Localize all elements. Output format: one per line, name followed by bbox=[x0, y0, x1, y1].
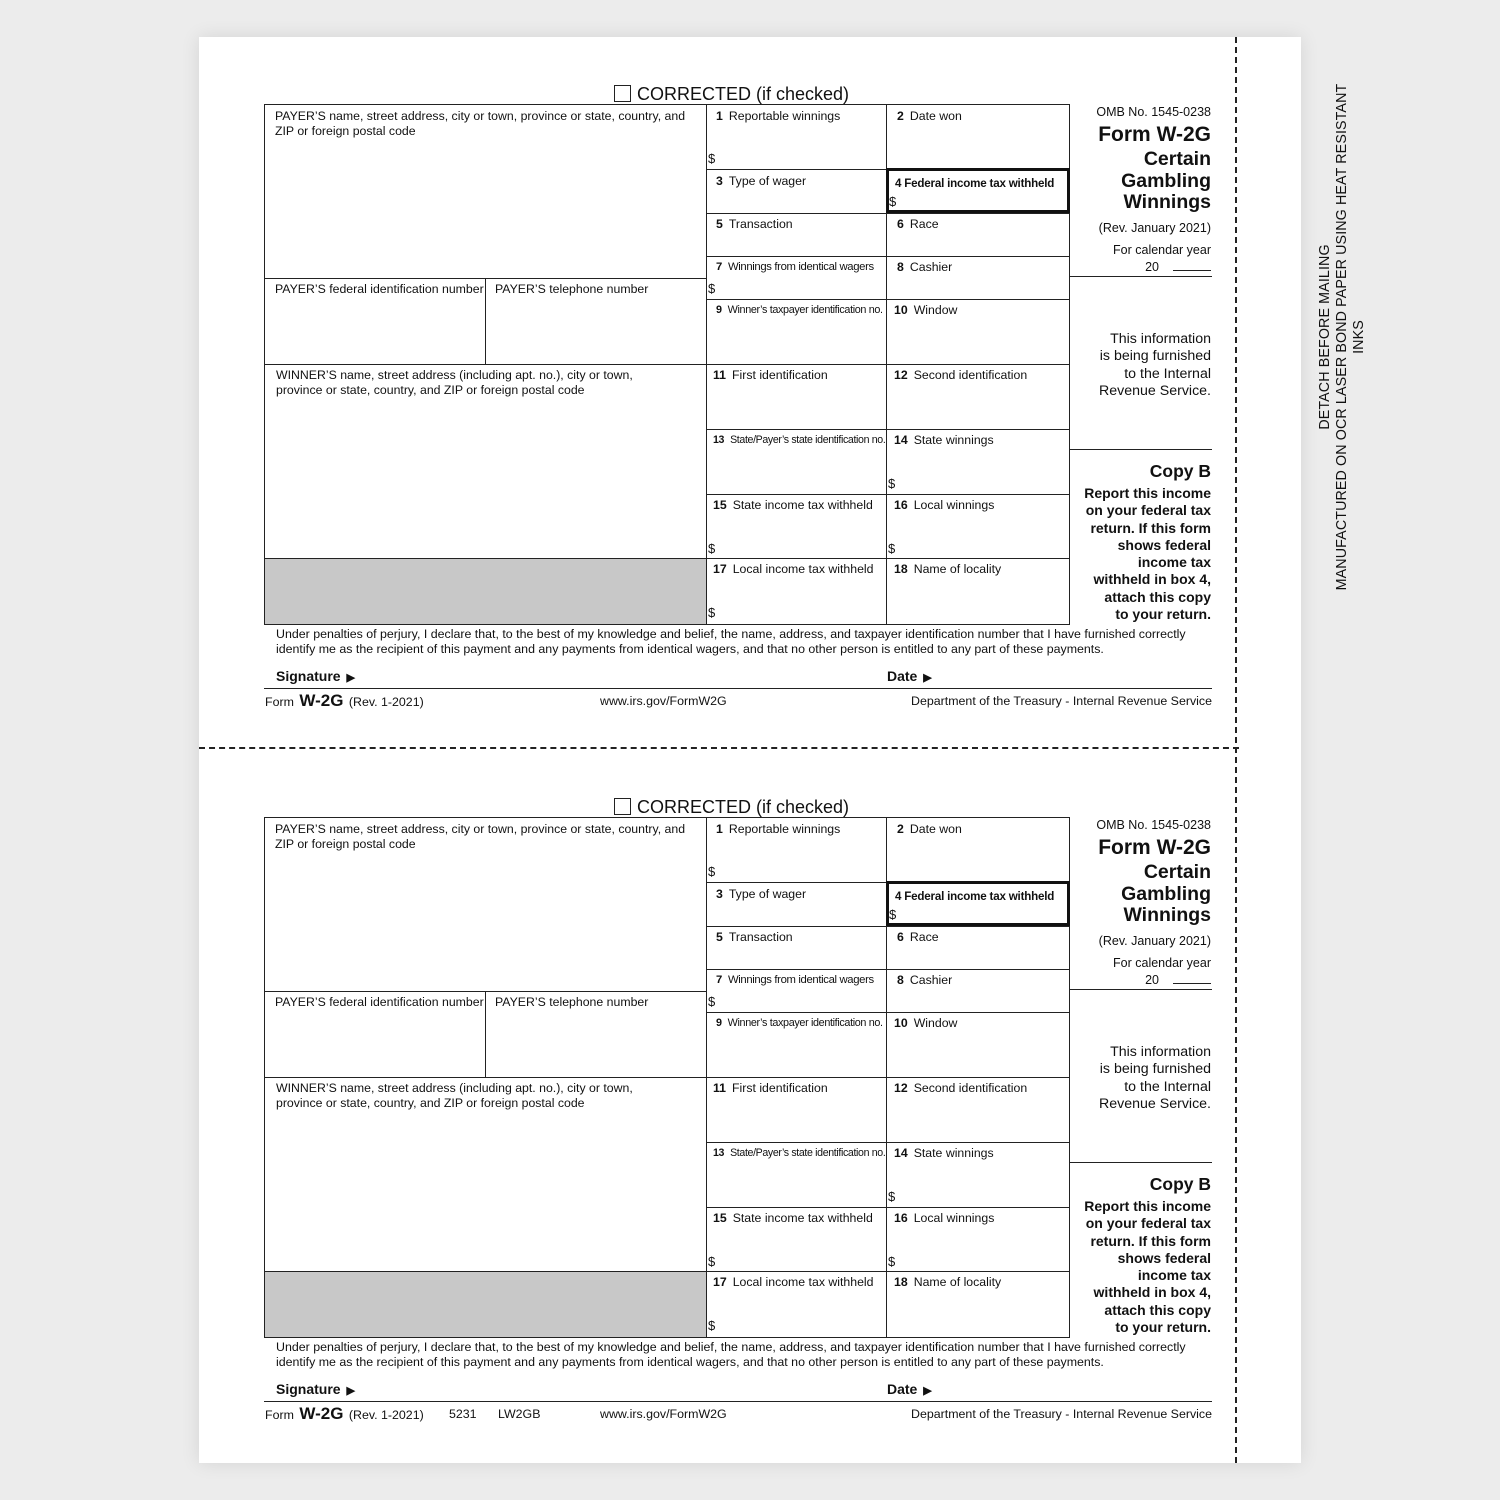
box-1-dollar: $ bbox=[708, 151, 716, 166]
box-17-label: 17 Local income tax withheld bbox=[713, 562, 874, 576]
box-17-dollar: $ bbox=[708, 1318, 716, 1333]
form-revision: (Rev. January 2021) bbox=[1098, 934, 1211, 948]
form-title: Certain Gambling Winnings bbox=[1121, 148, 1211, 214]
box-8-label: 8 Cashier bbox=[897, 973, 953, 987]
signature-field[interactable]: Signature ▶ bbox=[276, 1381, 355, 1397]
box-17-label: 17 Local income tax withheld bbox=[713, 1275, 874, 1289]
box-9-label: 9 Winner’s taxpayer identification no. bbox=[716, 1017, 883, 1029]
box-7-dollar: $ bbox=[708, 994, 716, 1009]
box-2-label: 2 Date won bbox=[897, 109, 962, 123]
omb-number: OMB No. 1545-0238 bbox=[1096, 105, 1211, 119]
form-grid bbox=[264, 817, 1070, 1338]
payer-name-label: PAYER’S name, street address, city or town, province or state, country, and ZIP or foreign postal code bbox=[275, 822, 686, 851]
box-13-label: 13 State/Payer’s state identification no. bbox=[713, 1147, 886, 1159]
date-field[interactable]: Date ▶ bbox=[887, 668, 932, 684]
payer-phone-label: PAYER’S telephone number bbox=[495, 282, 649, 296]
box-15-dollar: $ bbox=[708, 1254, 716, 1269]
box-15-label: 15 State income tax withheld bbox=[713, 498, 873, 512]
box-18-label: 18 Name of locality bbox=[894, 562, 1002, 576]
box-16-dollar: $ bbox=[888, 541, 896, 556]
date-field[interactable]: Date ▶ bbox=[887, 1381, 932, 1397]
box-4-federal-tax-withheld[interactable] bbox=[886, 168, 1070, 213]
box-17-dollar: $ bbox=[708, 605, 716, 620]
form-revision: (Rev. January 2021) bbox=[1098, 221, 1211, 235]
perforation-horizontal bbox=[199, 747, 1239, 749]
box-1-label: 1 Reportable winnings bbox=[716, 822, 841, 836]
box-14-label: 14 State winnings bbox=[894, 1146, 994, 1160]
corrected-checkbox[interactable] bbox=[614, 798, 631, 815]
footer-code-1: 5231 bbox=[449, 1407, 477, 1421]
box-4-label: 4 Federal income tax withheld bbox=[895, 177, 1055, 190]
perjury-statement: Under penalties of perjury, I declare that, to the best of my knowledge and belief, the name, address, and taxpayer identification number that I have furnished correctly identify me as the recipient of this payment and any payments from identical wagers, and that no other person is entitled to any part of these payments. bbox=[276, 627, 1186, 656]
info-notice: This information is being furnished to the Internal Revenue Service. bbox=[1099, 1044, 1211, 1112]
corrected-checkbox-row bbox=[614, 797, 849, 817]
form-sheet bbox=[199, 37, 1367, 1463]
box-2-label: 2 Date won bbox=[897, 822, 962, 836]
winner-name-label: WINNER’S name, street address (including apt. no.), city or town, province or state, country, and ZIP or foreign postal code bbox=[276, 368, 633, 397]
box-18-label: 18 Name of locality bbox=[894, 1275, 1002, 1289]
corrected-label: CORRECTED (if checked) bbox=[637, 797, 850, 817]
box-11-label: 11 First identification bbox=[713, 368, 828, 382]
box-16-label: 16 Local winnings bbox=[894, 498, 995, 512]
calendar-year: For calendar year 20 bbox=[1113, 956, 1211, 987]
payer-fein-label: PAYER’S federal identification number bbox=[275, 995, 484, 1009]
box-7-label: 7 Winnings from identical wagers bbox=[716, 974, 874, 986]
copy-instructions: Report this income on your federal tax return. If this form shows federal income tax withheld in box 4, attach this copy to your return. bbox=[1084, 485, 1211, 623]
calendar-year-field[interactable] bbox=[1173, 259, 1211, 271]
box-10-label: 10 Window bbox=[894, 303, 958, 317]
box-15-dollar: $ bbox=[708, 541, 716, 556]
box-3-label: 3 Type of wager bbox=[716, 174, 807, 188]
box-13-label: 13 State/Payer’s state identification no. bbox=[713, 434, 886, 446]
box-4-dollar: $ bbox=[889, 194, 897, 209]
payer-phone-label: PAYER’S telephone number bbox=[495, 995, 649, 1009]
copy-instructions: Report this income on your federal tax return. If this form shows federal income tax withheld in box 4, attach this copy to your return. bbox=[1084, 1198, 1211, 1336]
form-copy-top bbox=[199, 85, 1301, 785]
footer-form-id: Form W-2G (Rev. 1-2021) bbox=[265, 1404, 424, 1423]
perforation-vertical bbox=[1235, 37, 1237, 1463]
side-mailing-notice: DETACH BEFORE MAILING MANUFACTURED ON OCR LASER BOND PAPER USING HEAT RESISTANT INKS bbox=[1317, 83, 1367, 591]
box-12-label: 12 Second identification bbox=[894, 368, 1028, 382]
shaded-area bbox=[265, 1272, 706, 1337]
corrected-checkbox[interactable] bbox=[614, 85, 631, 102]
copy-label: Copy B bbox=[1149, 461, 1211, 481]
box-14-label: 14 State winnings bbox=[894, 433, 994, 447]
footer-url: www.irs.gov/FormW2G bbox=[600, 694, 727, 708]
footer-url: www.irs.gov/FormW2G bbox=[600, 1407, 727, 1421]
copy-label: Copy B bbox=[1149, 1174, 1211, 1194]
footer-department: Department of the Treasury - Internal Revenue Service bbox=[911, 1407, 1212, 1421]
form-copy-bottom bbox=[199, 798, 1301, 1498]
form-title: Certain Gambling Winnings bbox=[1121, 861, 1211, 927]
corrected-label: CORRECTED (if checked) bbox=[637, 84, 850, 104]
box-16-label: 16 Local winnings bbox=[894, 1211, 995, 1225]
box-1-dollar: $ bbox=[708, 864, 716, 879]
payer-name-label: PAYER’S name, street address, city or town, province or state, country, and ZIP or foreign postal code bbox=[275, 109, 686, 138]
footer-form-id: Form W-2G (Rev. 1-2021) bbox=[265, 691, 424, 710]
form-grid bbox=[264, 104, 1070, 625]
payer-fein-label: PAYER’S federal identification number bbox=[275, 282, 484, 296]
box-4-label: 4 Federal income tax withheld bbox=[895, 890, 1055, 903]
box-5-label: 5 Transaction bbox=[716, 930, 793, 944]
info-notice: This information is being furnished to the Internal Revenue Service. bbox=[1099, 331, 1211, 399]
perjury-statement: Under penalties of perjury, I declare that, to the best of my knowledge and belief, the name, address, and taxpayer identification number that I have furnished correctly identify me as the recipient of this payment and any payments from identical wagers, and that no other person is entitled to any part of these payments. bbox=[276, 1340, 1186, 1369]
box-1-label: 1 Reportable winnings bbox=[716, 109, 841, 123]
box-7-label: 7 Winnings from identical wagers bbox=[716, 261, 874, 273]
box-3-label: 3 Type of wager bbox=[716, 887, 807, 901]
box-14-dollar: $ bbox=[888, 1189, 896, 1204]
box-16-dollar: $ bbox=[888, 1254, 896, 1269]
form-name: Form W-2G bbox=[1098, 836, 1211, 859]
shaded-area bbox=[265, 559, 706, 624]
box-9-label: 9 Winner’s taxpayer identification no. bbox=[716, 304, 883, 316]
box-11-label: 11 First identification bbox=[713, 1081, 828, 1095]
box-7-dollar: $ bbox=[708, 281, 716, 296]
box-4-federal-tax-withheld[interactable] bbox=[886, 881, 1070, 926]
omb-number: OMB No. 1545-0238 bbox=[1096, 818, 1211, 832]
calendar-year-field[interactable] bbox=[1173, 972, 1211, 984]
signature-field[interactable]: Signature ▶ bbox=[276, 668, 355, 684]
box-14-dollar: $ bbox=[888, 476, 896, 491]
box-10-label: 10 Window bbox=[894, 1016, 958, 1030]
footer-department: Department of the Treasury - Internal Revenue Service bbox=[911, 694, 1212, 708]
calendar-year: For calendar year 20 bbox=[1113, 243, 1211, 274]
winner-name-label: WINNER’S name, street address (including apt. no.), city or town, province or state, country, and ZIP or foreign postal code bbox=[276, 1081, 633, 1110]
footer-code-2: LW2GB bbox=[498, 1407, 541, 1421]
form-name: Form W-2G bbox=[1098, 123, 1211, 146]
box-6-label: 6 Race bbox=[897, 930, 939, 944]
box-12-label: 12 Second identification bbox=[894, 1081, 1028, 1095]
box-15-label: 15 State income tax withheld bbox=[713, 1211, 873, 1225]
box-8-label: 8 Cashier bbox=[897, 260, 953, 274]
box-4-dollar: $ bbox=[889, 907, 897, 922]
corrected-checkbox-row bbox=[614, 84, 849, 104]
box-5-label: 5 Transaction bbox=[716, 217, 793, 231]
box-6-label: 6 Race bbox=[897, 217, 939, 231]
